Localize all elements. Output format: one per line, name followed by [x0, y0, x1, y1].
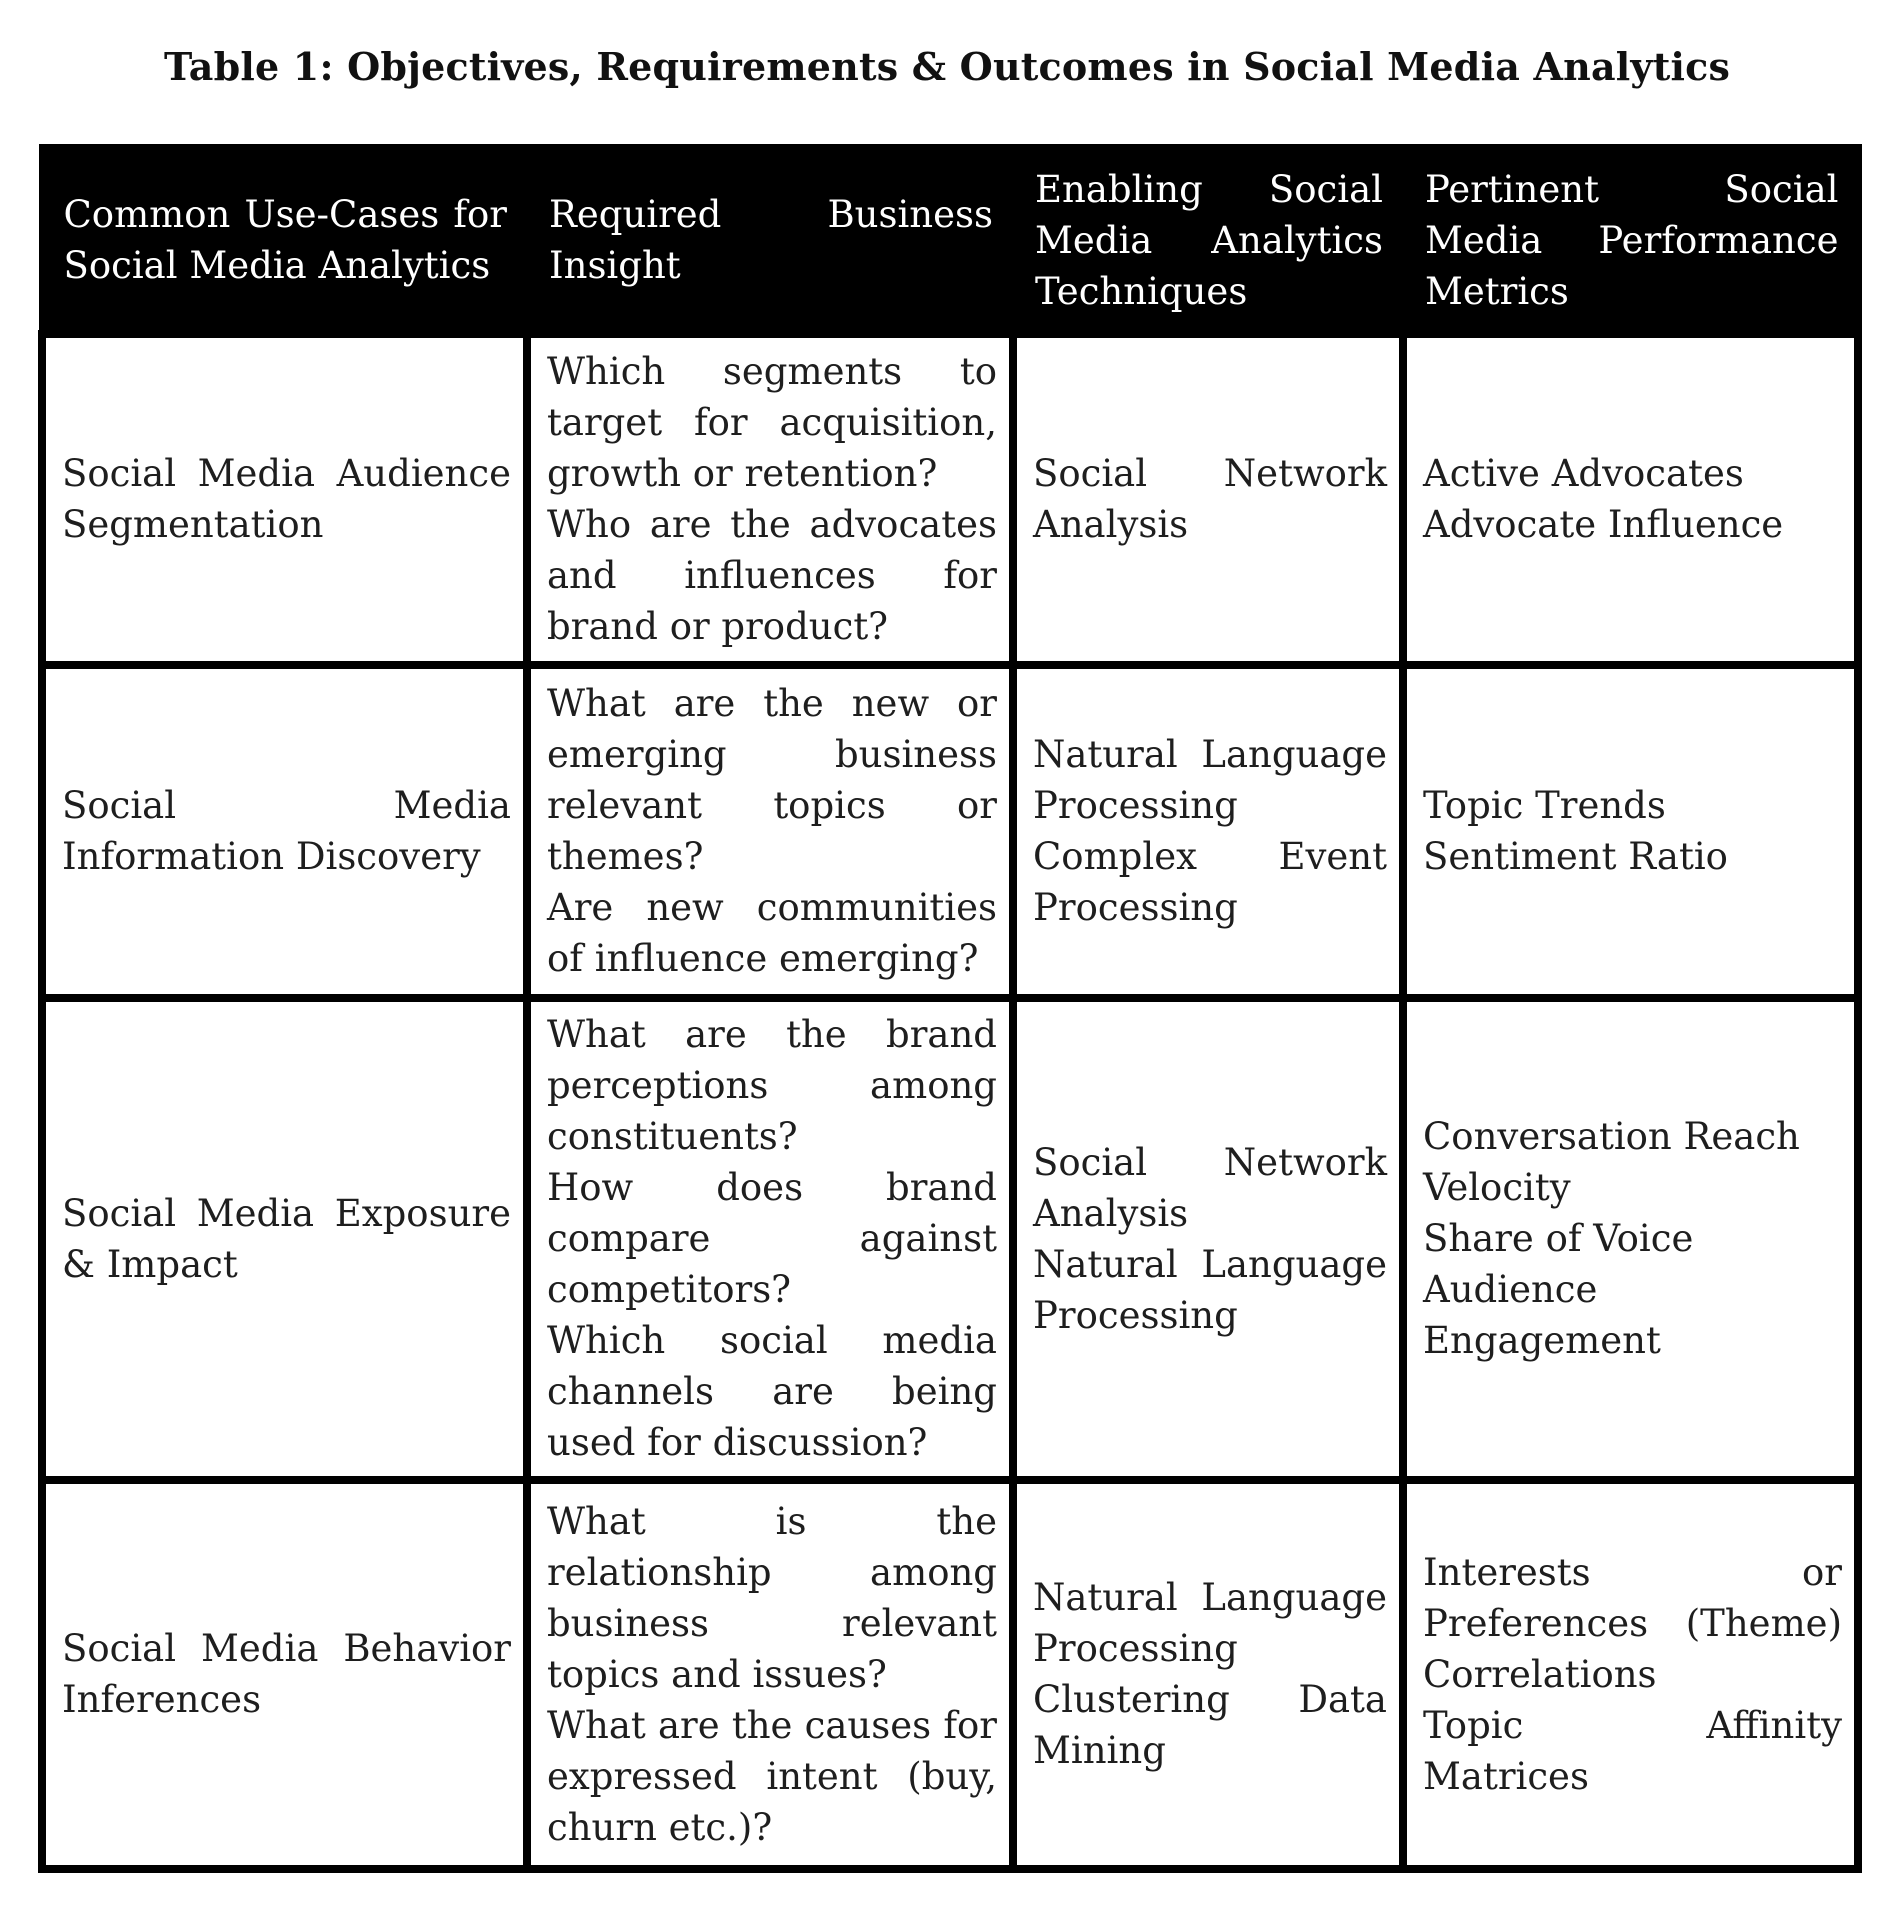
insight-line: Who are the advocates and influences for brand or product? — [547, 503, 997, 648]
insight-line: What is the relationship among business relevant topics and issues? — [547, 1499, 997, 1696]
metric-line: Topic Trends — [1423, 784, 1666, 827]
techniques-cell — [1013, 334, 1403, 665]
use-case-cell: Social Media Information Discovery — [42, 665, 527, 998]
analytics-table — [38, 144, 1862, 1873]
header-row — [42, 148, 1858, 334]
techniques-cell — [1013, 998, 1403, 1480]
metrics-cell — [1403, 998, 1858, 1480]
insight-cell — [527, 998, 1013, 1480]
metric-line: Audience Engagement — [1423, 1268, 1661, 1362]
technique-line: Social Network Analysis — [1033, 1140, 1387, 1235]
insight-cell — [527, 334, 1013, 665]
metric-line: Share of Voice — [1423, 1217, 1694, 1260]
insight-line: Which segments to target for acquisition, growth or retention? — [547, 350, 997, 495]
insight-cell — [527, 665, 1013, 998]
header-techniques: Enabling Social Media Analytics Techniques — [1013, 148, 1403, 334]
header-metrics: Pertinent Social Media Performance Metrics — [1403, 148, 1858, 334]
use-case-cell: Social Media Behavior Inferences — [42, 1480, 527, 1869]
table-row — [42, 665, 1858, 998]
table-caption: Table 1: Objectives, Requirements & Outcomes in Social Media Analytics — [163, 44, 1731, 89]
use-case-cell: Social Media Exposure & Impact — [42, 998, 527, 1480]
table-row — [42, 334, 1858, 665]
metric-line: Topic Affinity Matrices — [1423, 1703, 1842, 1798]
insight-line: What are the brand perceptions among constituents? — [547, 1013, 997, 1158]
header-use-cases: Common Use-Cases for Social Media Analytics — [42, 148, 527, 334]
metric-line: Velocity — [1423, 1166, 1571, 1209]
metric-line: Interests or Preferences (Theme) Correlations — [1423, 1550, 1842, 1696]
technique-line: Natural Language Processing — [1033, 1576, 1387, 1670]
metric-line: Advocate Influence — [1423, 503, 1784, 546]
techniques-cell — [1013, 1480, 1403, 1869]
insight-line: What are the new or emerging business relevant topics or themes? — [547, 682, 997, 878]
metric-line: Sentiment Ratio — [1423, 835, 1728, 878]
metric-line: Active Advocates — [1423, 452, 1744, 495]
technique-line: Clustering Data Mining — [1033, 1678, 1387, 1772]
technique-line: Natural Language Processing — [1033, 1242, 1387, 1337]
metrics-cell — [1403, 665, 1858, 998]
insight-line: What are the causes for expressed intent (buy, churn etc.)? — [547, 1703, 997, 1849]
use-case-cell: Social Media Audience Segmentation — [42, 334, 527, 665]
insight-line: Which social media channels are being used for discussion? — [547, 1319, 997, 1464]
table-row — [42, 998, 1858, 1480]
insight-line: Are new communities of influence emerging? — [547, 886, 997, 980]
table-row — [42, 1480, 1858, 1869]
technique-line: Natural Language Processing — [1033, 733, 1387, 827]
insight-cell — [527, 1480, 1013, 1869]
metric-line: Conversation Reach — [1423, 1115, 1800, 1158]
technique-line: Complex Event Processing — [1033, 835, 1387, 929]
header-business-insight: Required Business Insight — [527, 148, 1013, 334]
insight-line: How does brand compare against competitors? — [547, 1166, 997, 1311]
technique-line: Social Network Analysis — [1033, 452, 1387, 546]
metrics-cell — [1403, 1480, 1858, 1869]
techniques-cell — [1013, 665, 1403, 998]
metrics-cell — [1403, 334, 1858, 665]
